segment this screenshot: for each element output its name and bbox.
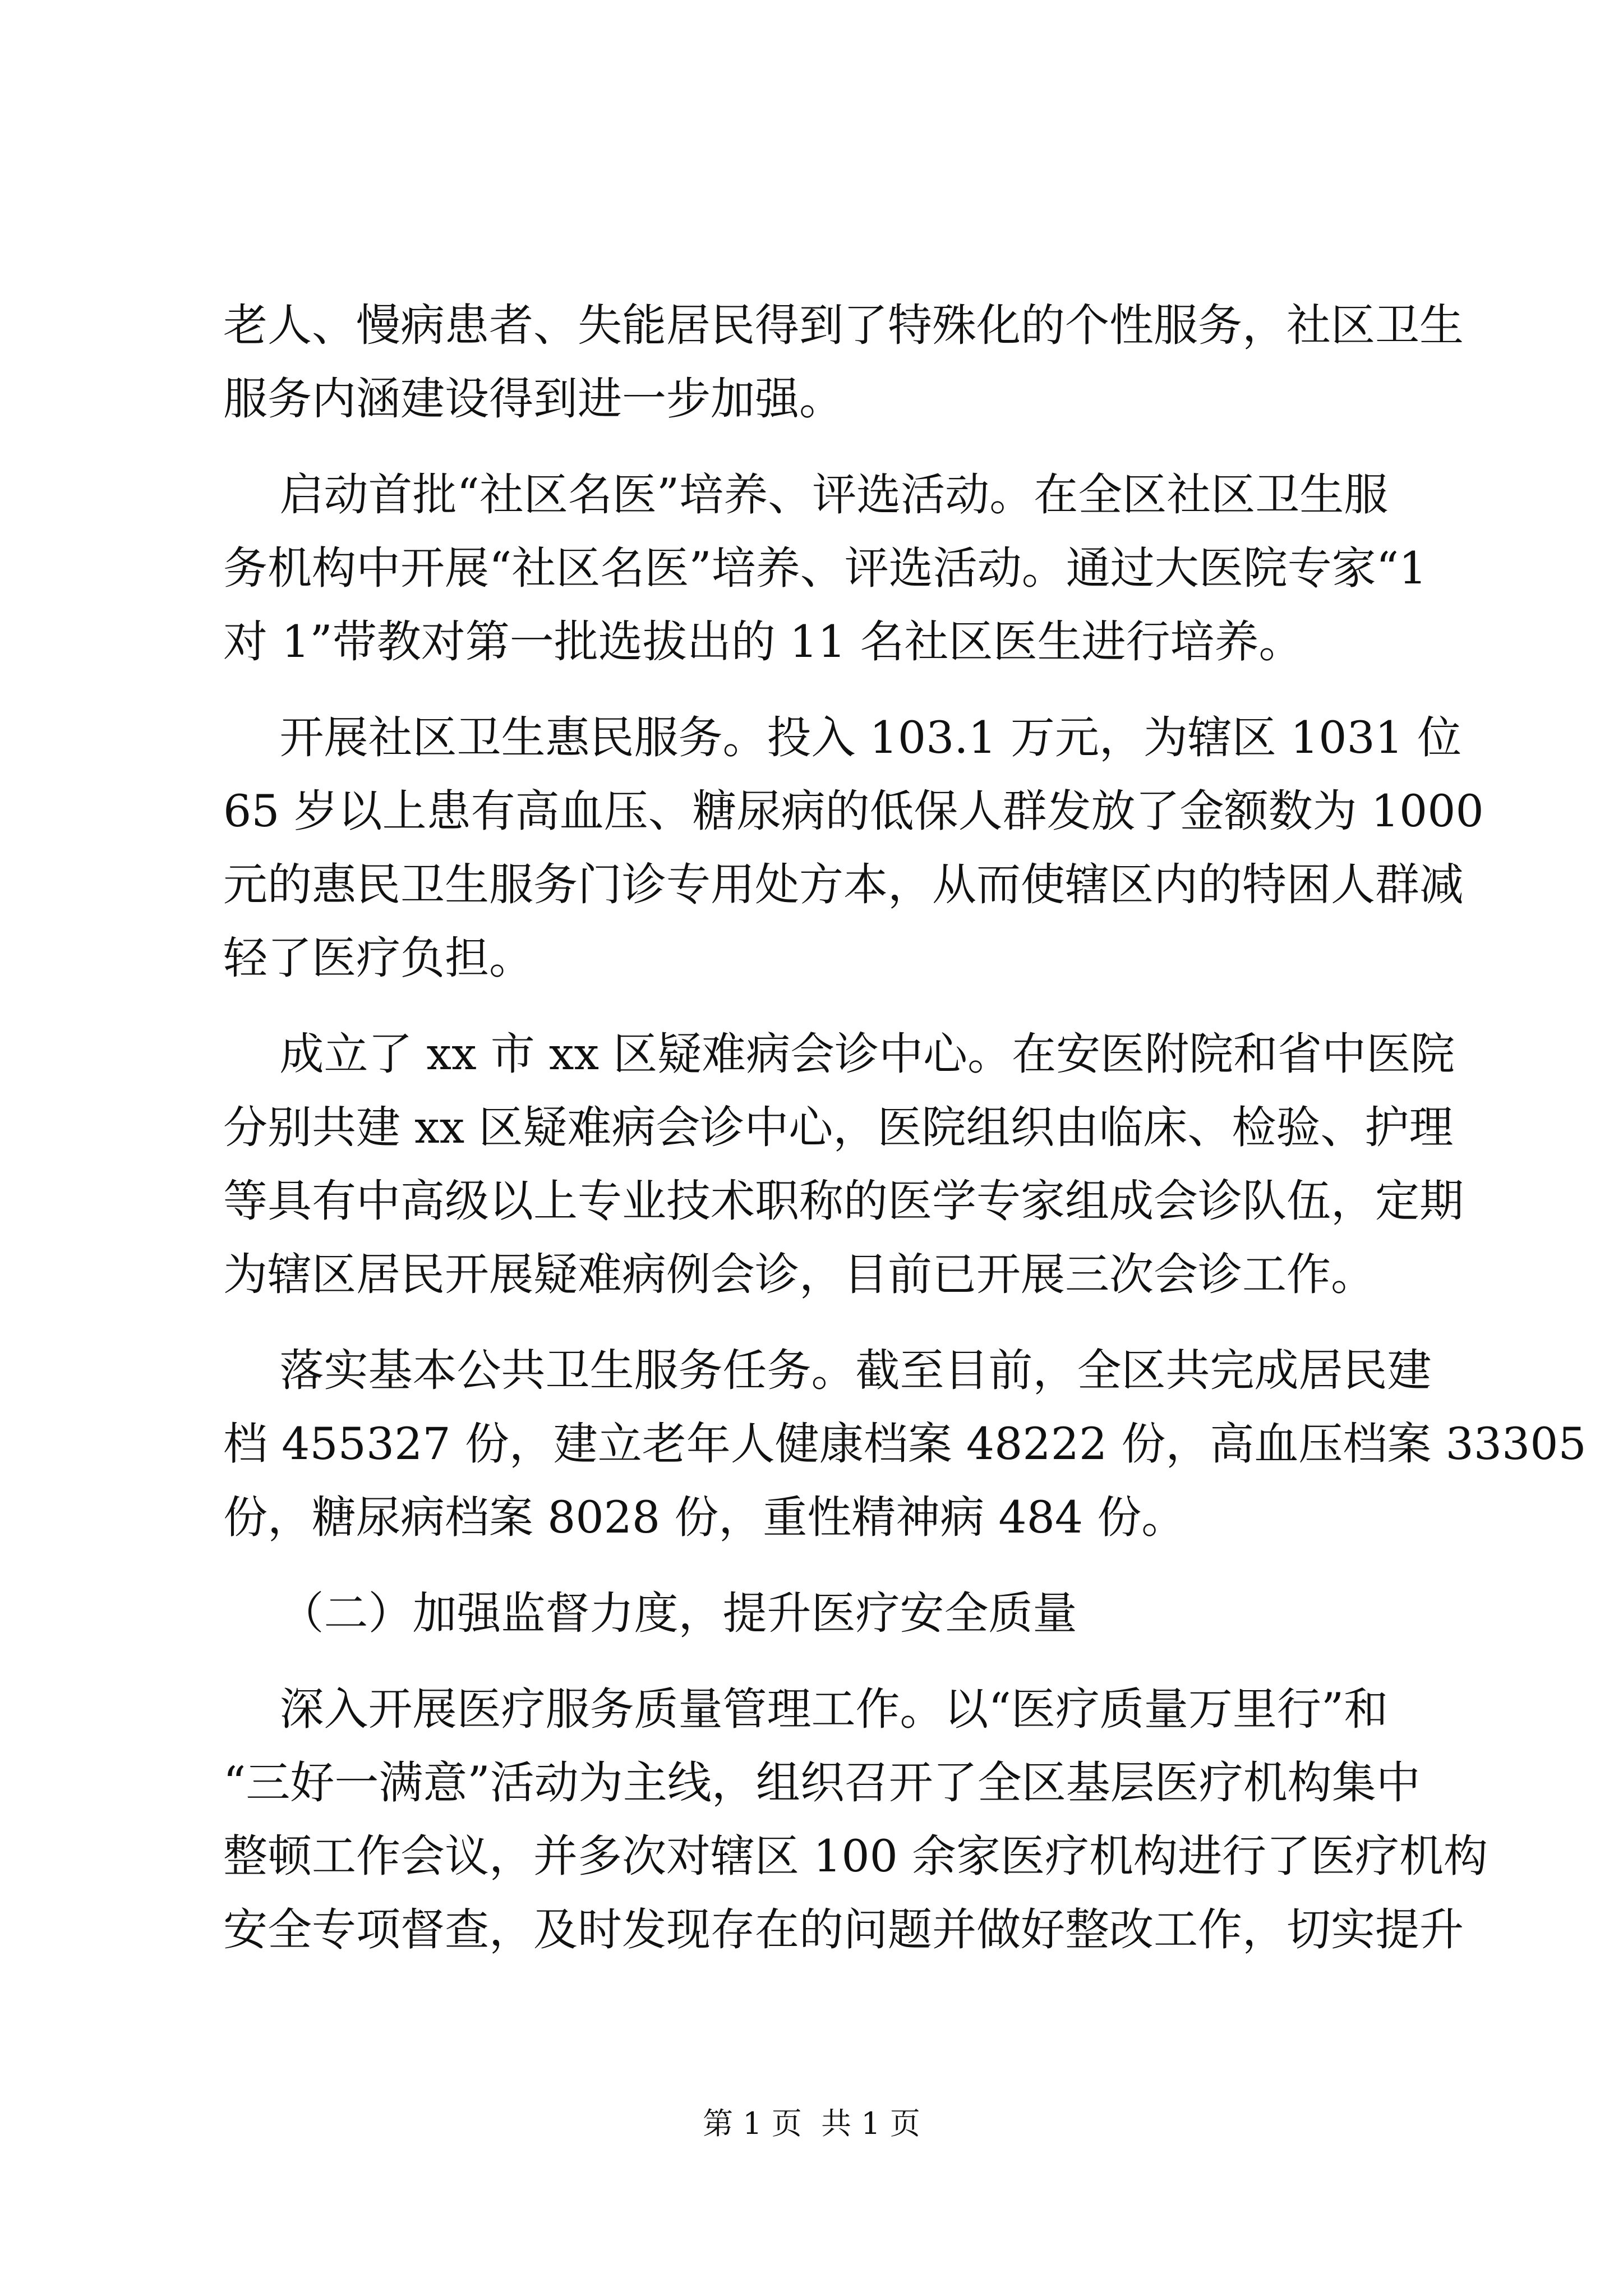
text-line: 务机构中开展“社区名医”培养、评选活动。通过大医院专家“1	[223, 542, 1427, 594]
text-line: 为辖区居民开展疑难病例会诊，目前已开展三次会诊工作。	[223, 1249, 1375, 1300]
text-line: 分别共建 xx 区疑难病会诊中心，医院组织由临床、检验、护理	[223, 1102, 1454, 1153]
text-line: 轻了医疗负担。	[223, 932, 533, 984]
text-line: 开展社区卫生惠民服务。投入 103.1 万元，为辖区 1031 位	[223, 712, 1462, 763]
text-line: 对 1”带教对第一批选拔出的 11 名社区医生进行培养。	[223, 616, 1303, 668]
text-line: 整顿工作会议，并多次对辖区 100 余家医疗机构进行了医疗机构	[223, 1830, 1488, 1882]
text-line: 成立了 xx 市 xx 区疑难病会诊中心。在安医附院和省中医院	[223, 1028, 1455, 1080]
text-line: 服务内涵建设得到进一步加强。	[223, 373, 843, 425]
text-line: 等具有中高级以上专业技术职称的医学专家组成会诊队伍，定期	[223, 1175, 1464, 1227]
text-line: 65 岁以上患有高血压、糖尿病的低保人群发放了金额数为 1000	[223, 785, 1484, 837]
text-line: 元的惠民卫生服务门诊专用处方本，从而使辖区内的特困人群减	[223, 859, 1464, 910]
page-footer: 第 1 页 共 1 页	[703, 2106, 920, 2141]
text-line: 落实基本公共卫生服务任务。截至目前，全区共完成居民建	[223, 1345, 1432, 1396]
text-line: 老人、慢病患者、失能居民得到了特殊化的个性服务，社区卫生	[223, 300, 1464, 351]
text-line: 份，糖尿病档案 8028 份，重性精神病 484 份。	[223, 1492, 1186, 1543]
text-line: 深入开展医疗服务质量管理工作。以“医疗质量万里行”和	[223, 1683, 1389, 1735]
text-line: 启动首批“社区名医”培养、评选活动。在全区社区卫生服	[223, 469, 1389, 521]
text-line: “三好一满意”活动为主线，组织召开了全区基层医疗机构集中	[223, 1757, 1421, 1809]
text-line: 档 455327 份，建立老年人健康档案 48222 份，高血压档案 33305	[223, 1418, 1587, 1470]
section-heading: （二）加强监督力度，提升医疗安全质量	[223, 1588, 1077, 1639]
text-line: 安全专项督查，及时发现存在的问题并做好整改工作，切实提升	[223, 1904, 1464, 1955]
